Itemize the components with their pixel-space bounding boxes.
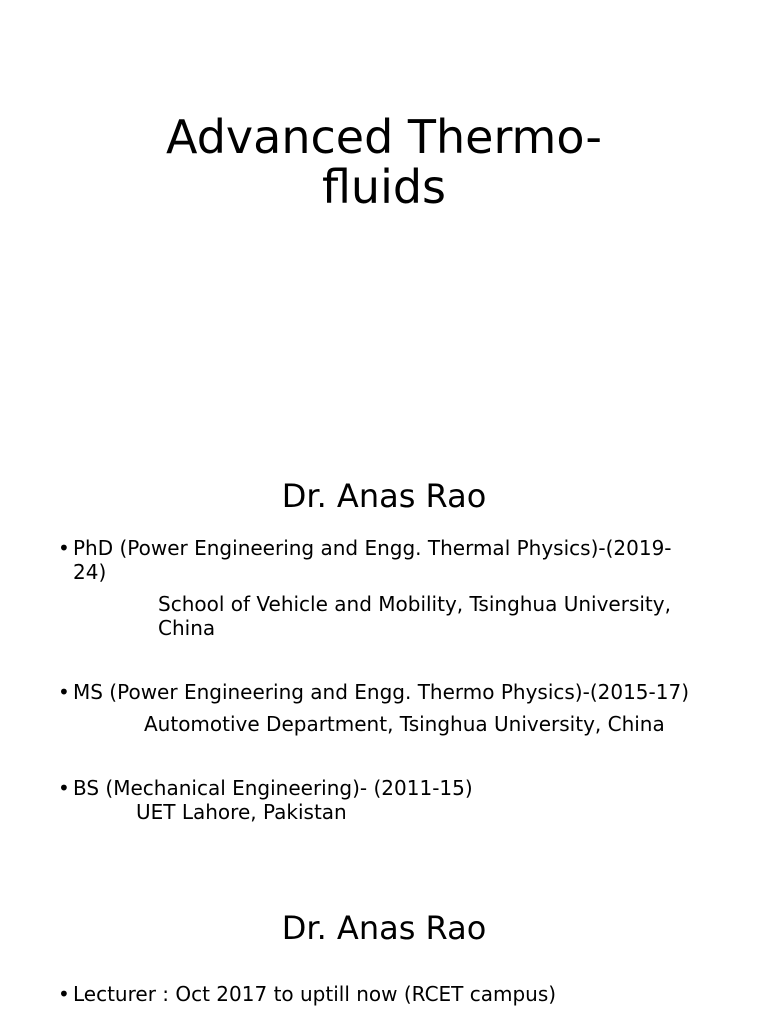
slide-title: Dr. Anas Rao: [281, 909, 487, 947]
slide-title: Dr. Anas Rao: [281, 477, 487, 515]
education-slide: [0, 432, 768, 864]
education-detail-phd: School of Vehicle and Mobility, Tsinghua University, China: [158, 592, 671, 640]
education-item-bs: • BS (Mechanical Engineering)- (2011-15): [58, 776, 698, 800]
education-detail-ms: Automotive Department, Tsinghua University, China: [144, 712, 665, 736]
experience-slide: [0, 864, 768, 1024]
course-title-line-1: Advanced Thermo-: [166, 110, 602, 164]
education-detail-bs: UET Lahore, Pakistan: [136, 800, 347, 824]
experience-item-lecturer: • Lecturer : Oct 2017 to uptill now (RCET campus): [58, 982, 698, 1006]
education-item-ms: • MS (Power Engineering and Engg. Thermo Physics)-(2015-17): [58, 680, 698, 704]
experience-list: [58, 982, 698, 1006]
education-item-phd: • PhD (Power Engineering and Engg. Thermal Physics)-(2019-24): [58, 536, 698, 584]
course-title: [0, 112, 768, 212]
education-list: [58, 536, 698, 824]
course-title-line-2: fluids: [321, 160, 447, 214]
title-slide: [0, 0, 768, 432]
